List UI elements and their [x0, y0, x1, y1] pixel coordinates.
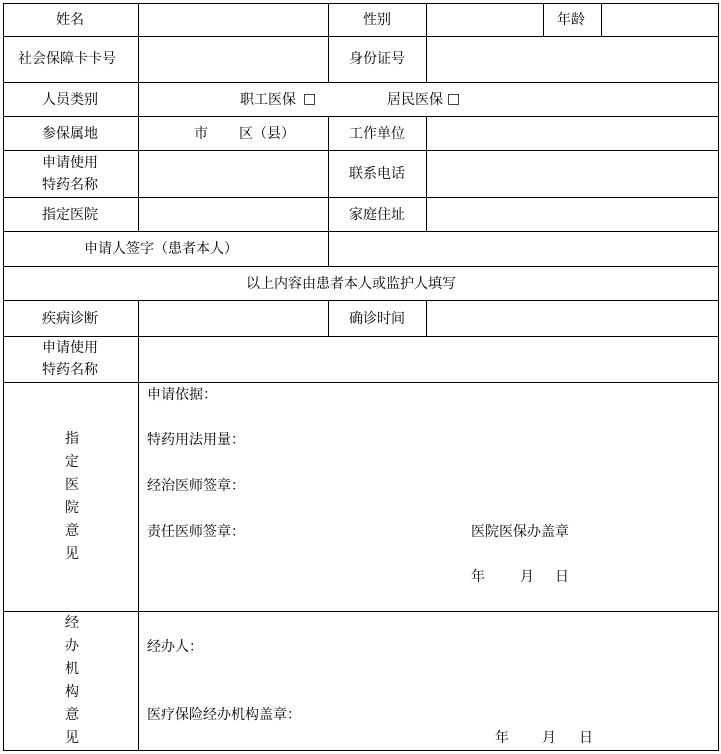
ss-card-label-cell	[3, 36, 139, 83]
resident-option-label: 居民医保	[387, 92, 443, 108]
signature-label-cell	[3, 231, 329, 267]
diagnosis-label: 疾病诊断	[42, 311, 98, 327]
confirm-time-label: 确诊时间	[349, 311, 405, 327]
side-char: 意	[65, 707, 79, 723]
category-label-cell	[3, 82, 139, 117]
side-char: 意	[65, 523, 79, 539]
responsible-physician-sign-label: 责任医师签章：	[147, 524, 245, 540]
side-char: 见	[65, 546, 79, 562]
side-char: 院	[65, 500, 79, 516]
phone-label-cell	[328, 150, 427, 198]
date-year: 年	[495, 730, 509, 746]
confirm-time-input-cell[interactable]	[426, 300, 719, 337]
side-char: 构	[65, 684, 79, 700]
id-label-cell	[328, 36, 427, 83]
handler-label: 经办人：	[147, 639, 203, 655]
name-input-cell[interactable]	[138, 3, 329, 37]
agency-stamp-label: 医疗保险经办机构盖章：	[147, 707, 301, 723]
approved-drug-label-cell	[3, 336, 139, 383]
date-day: 日	[555, 569, 569, 585]
address-label: 家庭住址	[349, 207, 405, 223]
employee-option-label: 职工医保	[240, 92, 296, 108]
name-label: 姓名	[56, 12, 84, 28]
phone-label: 联系电话	[349, 166, 405, 182]
patient-fill-note: 以上内容由患者本人或监护人填写	[246, 276, 456, 292]
category-options-cell	[138, 82, 719, 117]
hospital-opinion-label-cell	[3, 382, 139, 612]
agency-opinion-label-cell	[3, 611, 139, 751]
date-month: 月	[520, 569, 534, 585]
hospital-opinion-content-cell[interactable]	[138, 382, 719, 612]
signature-label: 申请人签字（患者本人）	[84, 241, 238, 257]
drug-name-label-cell	[3, 150, 139, 198]
note-cell	[3, 266, 719, 301]
insured-place-label-cell	[3, 116, 139, 151]
district-text: 区（县）	[239, 126, 295, 142]
side-char: 办	[65, 638, 79, 654]
id-label: 身份证号	[349, 51, 405, 67]
employer-label: 工作单位	[349, 126, 405, 142]
agency-opinion-vertical-label	[62, 612, 82, 750]
date-day: 日	[579, 730, 593, 746]
side-char: 医	[65, 477, 79, 493]
gender-input-cell[interactable]	[426, 3, 544, 37]
side-char: 定	[65, 454, 79, 470]
confirm-time-label-cell	[328, 300, 427, 337]
category-label: 人员类别	[42, 92, 98, 108]
employer-label-cell	[328, 116, 427, 151]
drug-name-label-line2: 特药名称	[42, 177, 98, 193]
gender-label-cell	[328, 3, 427, 37]
hospital-office-stamp-label: 医院医保办盖章	[471, 524, 569, 540]
age-label-cell	[543, 3, 602, 37]
insured-place-label: 参保属地	[42, 126, 98, 142]
resident-checkbox[interactable]: □	[447, 91, 461, 107]
diagnosis-label-cell	[3, 300, 139, 337]
gender-label: 性别	[363, 12, 391, 28]
name-label-cell	[3, 3, 139, 37]
approved-drug-input-cell[interactable]	[138, 336, 719, 383]
drug-name-label-line1: 申请使用	[42, 155, 98, 171]
employer-input-cell[interactable]	[426, 116, 719, 151]
age-input-cell[interactable]	[601, 3, 719, 37]
employee-checkbox[interactable]: □	[303, 91, 317, 107]
insured-place-input-cell[interactable]	[138, 116, 329, 151]
diagnosis-input-cell[interactable]	[138, 300, 329, 337]
hospital-label-cell	[3, 197, 139, 232]
ss-card-label: 社会保障卡卡号	[18, 51, 116, 67]
approved-drug-label-line2: 特药名称	[42, 362, 98, 378]
id-input-cell[interactable]	[426, 36, 719, 83]
hospital-label: 指定医院	[42, 207, 98, 223]
hospital-input-cell[interactable]	[138, 197, 329, 232]
side-char: 见	[65, 730, 79, 746]
date-year: 年	[471, 569, 485, 585]
city-text: 市	[194, 126, 208, 142]
age-label: 年龄	[557, 12, 585, 28]
hospital-opinion-vertical-label	[62, 428, 82, 566]
drug-name-input-cell[interactable]	[138, 150, 329, 198]
application-basis-label: 申请依据：	[147, 387, 217, 403]
side-char: 指	[65, 431, 79, 447]
side-char: 机	[65, 661, 79, 677]
address-input-cell[interactable]	[426, 197, 719, 232]
phone-input-cell[interactable]	[426, 150, 719, 198]
drug-usage-label: 特药用法用量：	[147, 432, 245, 448]
date-month: 月	[542, 730, 556, 746]
address-label-cell	[328, 197, 427, 232]
attending-physician-sign-label: 经治医师签章：	[147, 478, 245, 494]
ss-card-input-cell[interactable]	[138, 36, 329, 83]
side-char: 经	[65, 615, 79, 631]
approved-drug-label-line1: 申请使用	[42, 340, 98, 356]
agency-opinion-content-cell[interactable]	[138, 611, 719, 751]
signature-input-cell[interactable]	[328, 231, 719, 267]
